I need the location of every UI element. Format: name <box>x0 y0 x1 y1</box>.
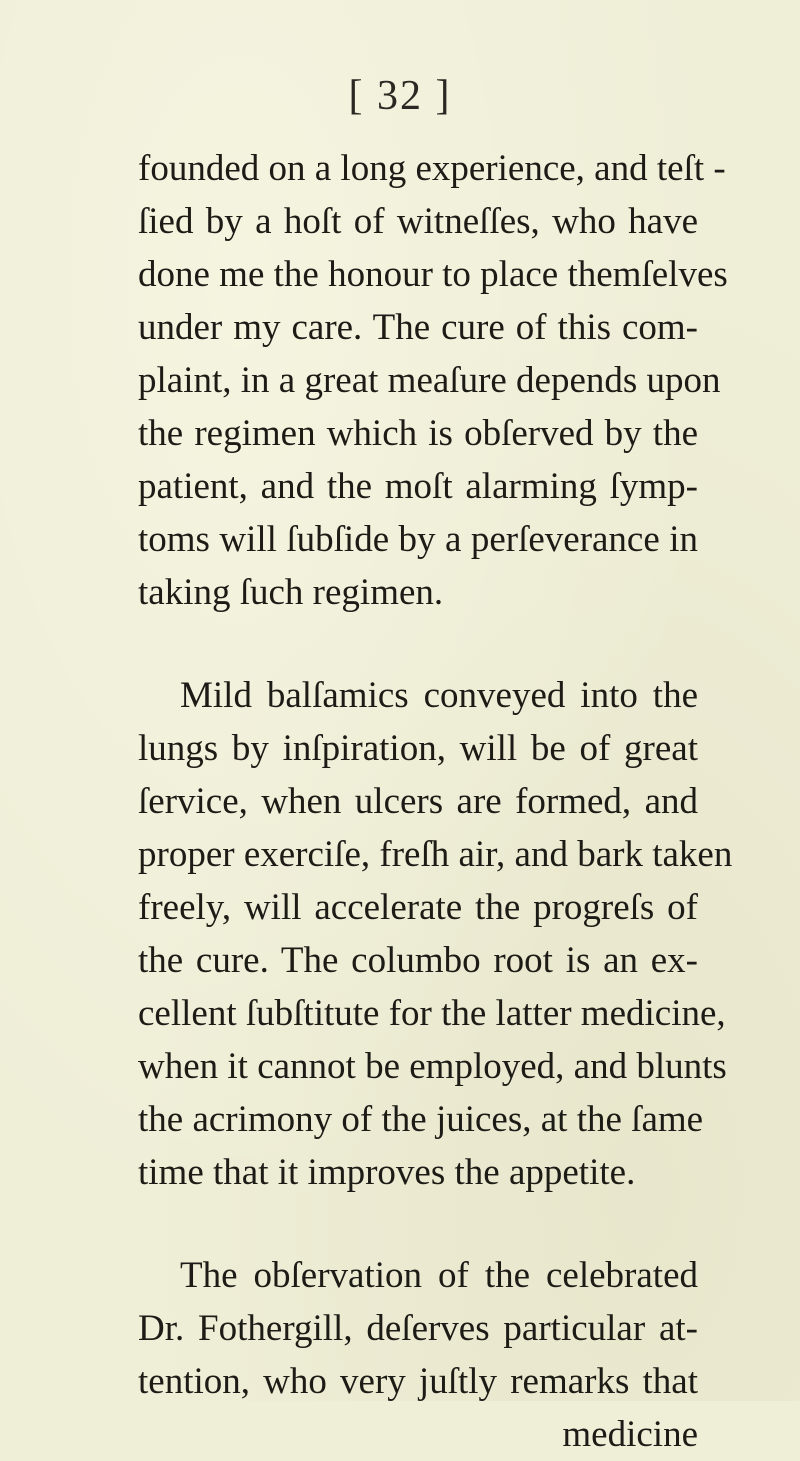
paragraph-spacer <box>138 619 800 669</box>
text-line: patient, and the moſt alarming ſymp- <box>138 466 698 507</box>
text-line: Dr. Fothergill, deſerves particular at- <box>138 1308 698 1349</box>
text-line: toms will ſubſide by a perſeverance in <box>138 519 698 560</box>
paragraph-spacer <box>138 1199 800 1249</box>
text-line: taking ſuch regimen. <box>138 572 444 613</box>
text-line: plaint, in a great meaſure depends upon <box>138 360 721 401</box>
body-text <box>138 142 800 1461</box>
text-line: when it cannot be employed, and blunts <box>138 1046 727 1087</box>
text-line: The obſervation of the celebrated <box>180 1255 698 1296</box>
paragraph <box>138 142 800 619</box>
text-line: freely, will accelerate the progreſs of <box>138 887 698 928</box>
text-line: ſied by a hoſt of witneſſes, who have <box>138 201 698 242</box>
text-line: done me the honour to place themſelves <box>138 254 728 295</box>
paragraph <box>138 669 800 1199</box>
text-line: the cure. The columbo root is an ex- <box>138 940 698 981</box>
page-number: [ 32 ] <box>348 73 452 119</box>
text-line: founded on a long experience, and teſt - <box>138 148 726 189</box>
text-line: tention, who very juſtly remarks that <box>138 1361 698 1402</box>
text-line: ſervice, when ulcers are formed, and <box>138 781 698 822</box>
text-line: proper exerciſe, freſh air, and bark taken <box>138 834 733 875</box>
text-line: Mild balſamics conveyed into the <box>180 675 698 716</box>
text-line: lungs by inſpiration, will be of great <box>138 728 698 769</box>
text-line: under my care. The cure of this com- <box>138 307 698 348</box>
text-line: cellent ſubſtitute for the latter medicine, <box>138 993 726 1034</box>
text-line: the acrimony of the juices, at the ſame <box>138 1099 704 1140</box>
text-line: the regimen which is obſerved by the <box>138 413 698 454</box>
paragraph <box>138 1249 800 1461</box>
text-line: time that it improves the appetite. <box>138 1152 636 1193</box>
catchword: medicine <box>562 1414 698 1455</box>
